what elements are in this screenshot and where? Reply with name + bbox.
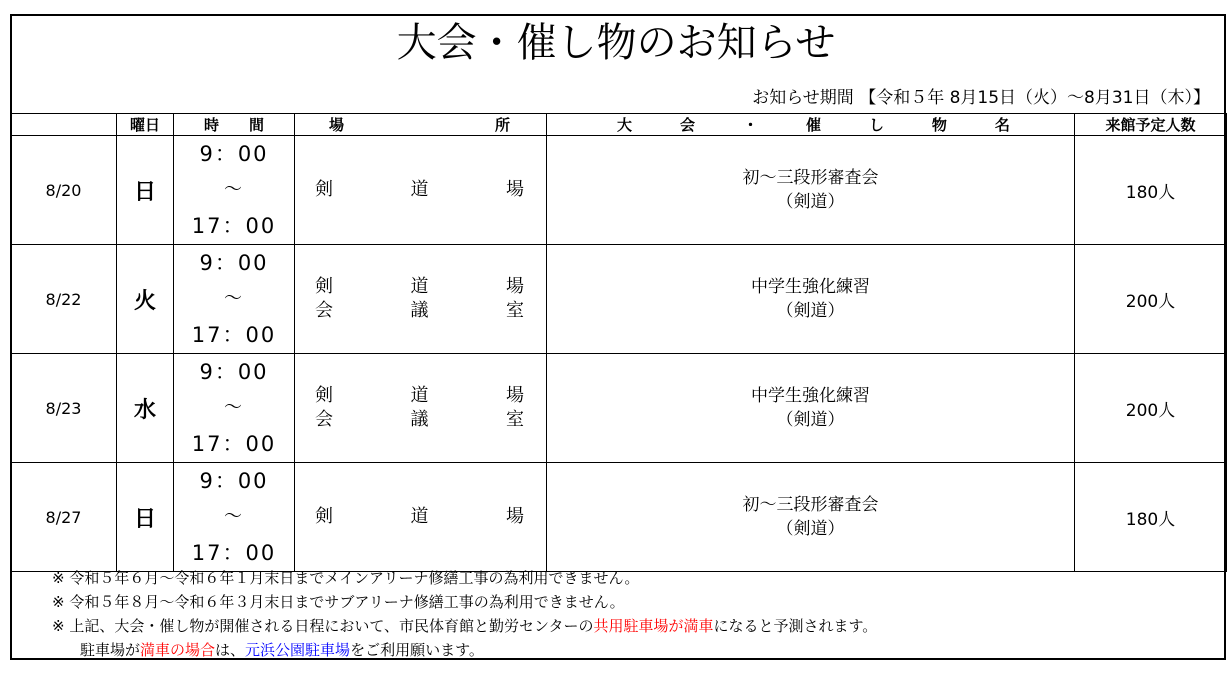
event-name: 中学生強化練習 (751, 277, 870, 297)
place-char: 会 (315, 409, 333, 430)
row-time (174, 136, 295, 245)
header-event-char: 物 (931, 116, 947, 134)
note-warning: 満車の場合 (140, 641, 216, 659)
notes-section (52, 566, 877, 662)
event-sub: （剣道） (776, 410, 845, 430)
note-text: になると予測されます。 (713, 617, 878, 635)
row-place (295, 354, 547, 463)
place-char: 剣 (315, 179, 333, 200)
event-sub: （剣道） (776, 519, 845, 539)
row-count: 200人 (1075, 354, 1227, 463)
place-char: 場 (506, 179, 524, 200)
row-event (547, 463, 1075, 572)
row-date: 8/27 (11, 463, 117, 572)
place-char: 道 (410, 276, 429, 297)
place-line (295, 299, 546, 323)
row-event (547, 354, 1075, 463)
row-dow: 日 (117, 136, 174, 245)
row-count: 180人 (1075, 463, 1227, 572)
notice-period: お知らせ期間 【令和５年 8月15日（火）～8月31日（木）】 (752, 88, 1210, 108)
header-count: 来館予定人数 (1075, 114, 1227, 136)
header-time-char: 時 (204, 116, 220, 134)
place-char: 議 (410, 300, 429, 321)
time-end: 17：00 (191, 214, 277, 238)
note-line: ※ 令和５年８月～令和６年３月末日までサブアリーナ修繕工事の為利用できません。 (52, 593, 625, 611)
note-warning: 共用駐車場が満車 (593, 617, 714, 635)
place-char: 道 (410, 506, 429, 527)
place-char: 場 (506, 276, 524, 297)
note-line: ※ 令和５年６月～令和６年１月末日までメインアリーナ修繕工事の為利用できません。 (52, 569, 640, 587)
time-end: 17：00 (191, 541, 277, 565)
place-char: 室 (506, 409, 524, 430)
event-sub: （剣道） (776, 301, 845, 321)
time-start: 9：00 (199, 251, 269, 275)
header-event-char: し (868, 116, 884, 134)
row-event (547, 245, 1075, 354)
note-text: は、 (215, 641, 246, 659)
time-separator: ～ (224, 179, 244, 200)
header-event-char: 会 (679, 116, 695, 134)
header-event-char: ・ (742, 116, 758, 134)
time-start: 9：00 (199, 469, 269, 493)
header-event-char: 名 (994, 116, 1010, 134)
place-char: 室 (506, 300, 524, 321)
row-place (295, 463, 547, 572)
table-row (11, 463, 1227, 572)
header-dow: 曜日 (117, 114, 174, 136)
row-count: 200人 (1075, 245, 1227, 354)
event-name: 中学生強化練習 (751, 386, 870, 406)
place-char: 剣 (315, 276, 333, 297)
note-line (52, 614, 877, 638)
note-line (52, 638, 877, 662)
row-place (295, 245, 547, 354)
note-parking-name: 元浜公園駐車場 (245, 641, 351, 659)
row-time (174, 354, 295, 463)
header-place (295, 114, 547, 136)
row-count: 180人 (1075, 136, 1227, 245)
header-event-char: 大 (617, 116, 633, 134)
row-time (174, 245, 295, 354)
place-char: 剣 (315, 506, 333, 527)
event-name: 初～三段形審査会 (742, 168, 879, 188)
time-separator: ～ (224, 506, 244, 527)
table-header-row (11, 114, 1227, 136)
header-date (11, 114, 117, 136)
time-start: 9：00 (199, 360, 269, 384)
row-dow: 火 (117, 245, 174, 354)
time-end: 17：00 (191, 432, 277, 456)
row-event (547, 136, 1075, 245)
place-char: 場 (506, 506, 524, 527)
table-row (11, 354, 1227, 463)
note-text: をご利用願います。 (350, 641, 484, 659)
place-char: 会 (315, 300, 333, 321)
place-char: 剣 (315, 385, 333, 406)
event-name: 初～三段形審査会 (742, 495, 879, 515)
place-line (295, 384, 546, 408)
header-place-char: 所 (494, 116, 510, 134)
place-char: 道 (410, 179, 429, 200)
header-place-char: 場 (329, 116, 345, 134)
time-end: 17：00 (191, 323, 277, 347)
note-text: ※ 上記、大会・催し物が開催される日程において、市民体育館と勤労センターの (52, 617, 594, 635)
header-time (174, 114, 295, 136)
row-dow: 水 (117, 354, 174, 463)
schedule-table (10, 113, 1227, 572)
place-line (295, 178, 546, 202)
header-event (547, 114, 1075, 136)
place-line (295, 505, 546, 529)
place-char: 場 (506, 385, 524, 406)
row-place (295, 136, 547, 245)
event-sub: （剣道） (776, 192, 845, 212)
row-date: 8/22 (11, 245, 117, 354)
time-separator: ～ (224, 288, 244, 309)
place-char: 道 (410, 385, 429, 406)
time-separator: ～ (224, 397, 244, 418)
place-char: 議 (410, 409, 429, 430)
row-date: 8/20 (11, 136, 117, 245)
table-row (11, 136, 1227, 245)
place-line (295, 408, 546, 432)
page-title: 大会・催し物のお知らせ (396, 20, 836, 66)
row-dow: 日 (117, 463, 174, 572)
note-text: 駐車場が (80, 641, 141, 659)
time-start: 9：00 (199, 142, 269, 166)
row-time (174, 463, 295, 572)
header-event-char: 催 (805, 116, 821, 134)
row-date: 8/23 (11, 354, 117, 463)
place-line (295, 275, 546, 299)
header-time-char: 間 (248, 116, 264, 134)
table-row (11, 245, 1227, 354)
